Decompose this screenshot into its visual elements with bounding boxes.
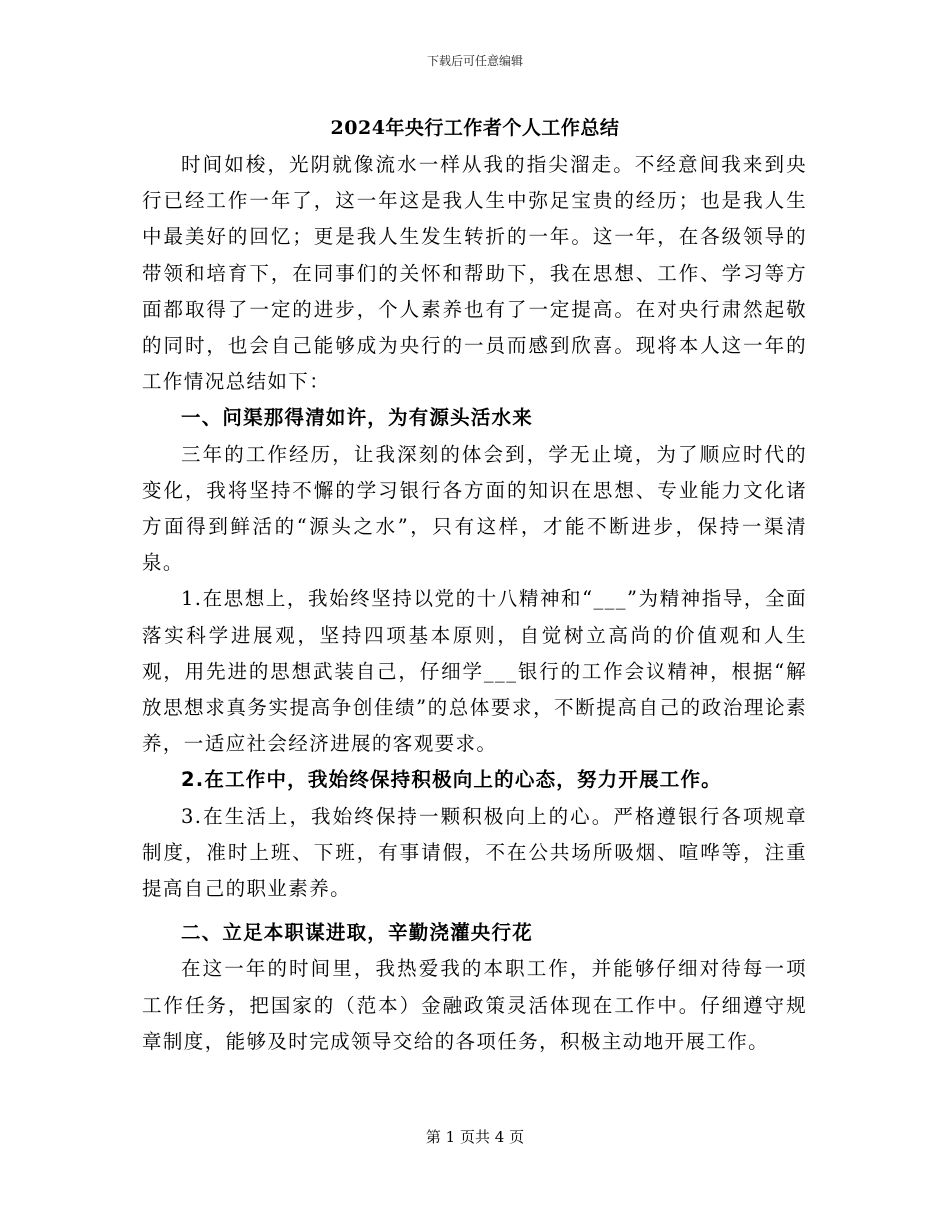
paragraph-intro: 时间如梭，光阴就像流水一样从我的指尖溜走。不经意间我来到央行已经工作一年了，这一年这是我人生中弥足宝贵的经历；也是我人生中最美好的回忆；更是我人生发生转折的一年。这一年，在各级领导的带领和培育下，在同事们的关怀和帮助下，我在思想、工作、学习等方面都取得了一定的进步，个人素养也有了一定提高。在对央行肃然起敬的同时，也会自己能够成为央行的一员而感到欣喜。现将本人这一年的工作情况总结如下：: [142, 153, 807, 394]
page-header-note: 下载后可任意编辑: [426, 54, 523, 68]
paragraph-section-2: 在这一年的时间里，我热爱我的本职工作，并能够仔细对待每一项工作任务，把国家的（范本）金融政策灵活体现在工作中。仔细遵守规章制度，能够及时完成领导交给的各项任务，积极主动地开展工作。: [142, 957, 807, 1053]
paragraph-section-1: 三年的工作经历，让我深刻的体会到，学无止境，为了顺应时代的变化，我将坚持不懈的学习银行各方面的知识在思想、专业能力文化诸方面得到鲜活的“源头之水”，只有这样，才能不断进步，保持一渠清泉。: [142, 442, 807, 575]
paragraph-item-1: 1.在思想上，我始终坚持以党的十八精神和“___”为精神指导，全面落实科学进展观，坚持四项基本原则，自觉树立高尚的价值观和人生观，用先进的思想武装自己，仔细学___银行的工作会议精神，根据“解放思想求真务实提高争创佳绩”的总体要求，不断提高自己的政治理论素养，一适应社会经济进展的客观要求。: [142, 587, 807, 756]
paragraph-item-2: 2.在工作中，我始终保持积极向上的心态，努力开展工作。: [181, 768, 722, 792]
section-heading-2: 二、立足本职谋进取，辛勤浇灌央行花: [181, 921, 533, 945]
document-title: 2024年央行工作者个人工作总结: [330, 117, 620, 139]
section-heading-1: 一、问渠那得清如许，为有源头活水来: [181, 406, 533, 430]
document-body: [142, 147, 807, 1060]
page-number-footer: 第 1 页共 4 页: [425, 1128, 525, 1146]
paragraph-item-3: 3.在生活上，我始终保持一颗积极向上的心。严格遵银行各项规章制度，准时上班、下班，有事请假，不在公共场所吸烟、喧哗等，注重提高自己的职业素养。: [142, 804, 807, 901]
